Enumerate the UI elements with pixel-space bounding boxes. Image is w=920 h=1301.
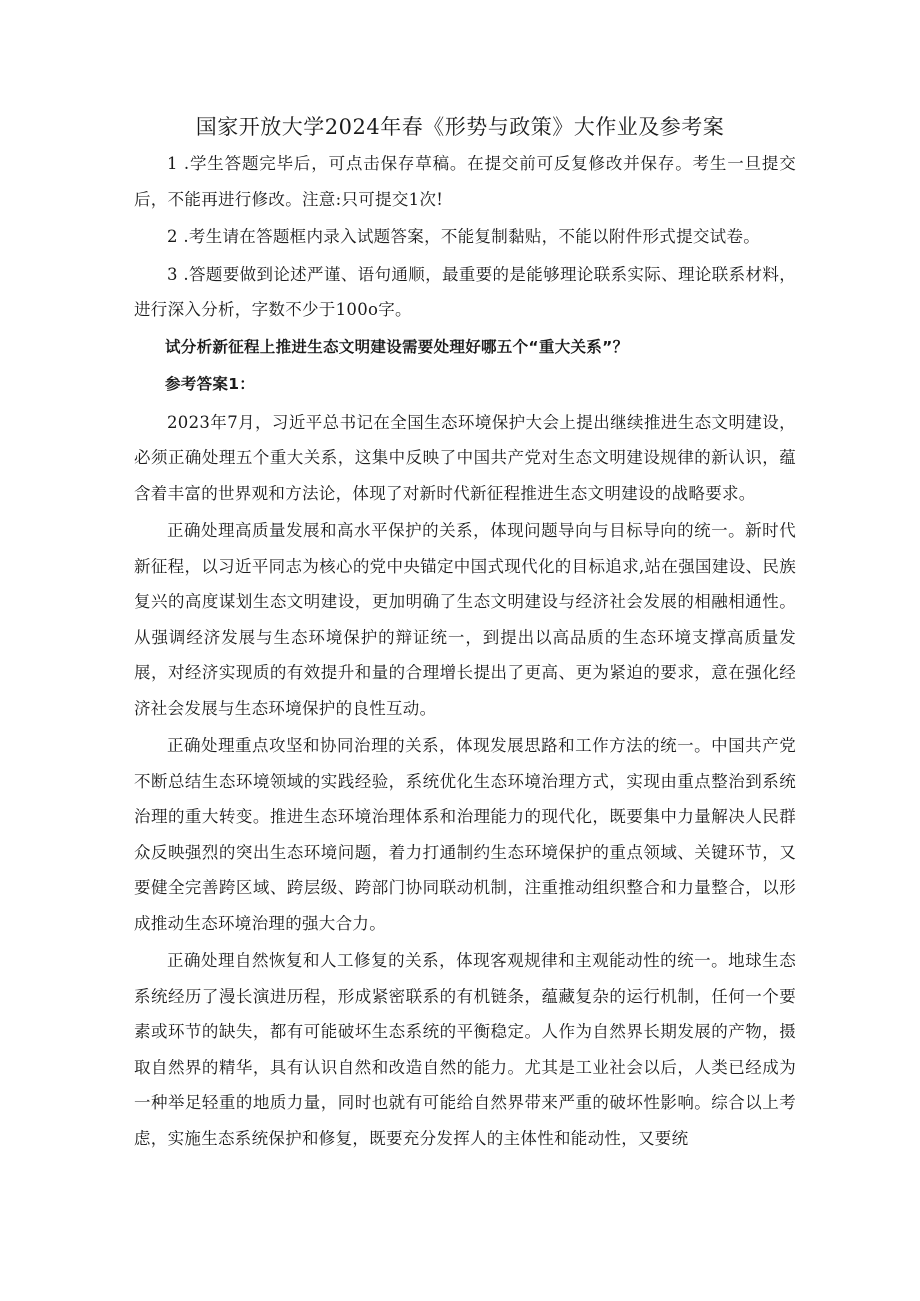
answer-label: 参考答案1： — [165, 375, 256, 393]
answer-paragraph-2: 正确处理高质量发展和高水平保护的关系，体现问题导向与目标导向的统一。新时代新征程，以习近平同志为核心的党中央锚定中国式现代化的目标追求,站在强国建设、民族复兴的高度谋划生态文明建设，更加明确了生态文明建设与经济社会发展的相融相通性。从强调经济发展与生态环境保护的辩证统一，到提出以高品质的生态环境支撑高质量发展，对经济实现质的有效提升和量的合理增长提出了更高、更为紧迫的要求，意在强化经济社会发展与生态环境保护的良性互动。 — [134, 521, 796, 718]
answer-paragraph-3: 正确处理重点攻坚和协同治理的关系，体现发展思路和工作方法的统一。中国共产党不断总结生态环境领域的实践经验，系统优化生态环境治理方式，实现由重点整治到系统治理的重大转变。推进生态环境治理体系和治理能力的现代化，既要集中力量解决人民群众反映强烈的突出生态环境问题，着力打通制约生态环境保护的重点领域、关键环节，又要健全完善跨区域、跨层级、跨部门协同联动机制，注重推动组织整合和力量整合，以形成推动生态环境治理的强大合力。 — [134, 736, 796, 933]
question-heading: 试分析新征程上推进生态文明建设需要处理好哪五个“重大关系”？ — [165, 337, 629, 356]
document-body — [134, 146, 796, 1156]
document-title: 国家开放大学2024年春《形势与政策》大作业及参考案 — [195, 115, 725, 139]
instruction-3: 3 .答题要做到论述严谨、语句通顺，最重要的是能够理论联系实际、理论联系材料，进行深入分析，字数不少于100o字。 — [134, 264, 796, 319]
instruction-2: 2 .考生请在答题框内录入试题答案，不能复制黏贴，不能以附件形式提交试卷。 — [167, 227, 761, 246]
answer-paragraph-4: 正确处理自然恢复和人工修复的关系，体现客观规律和主观能动性的统一。地球生态系统经历了漫长演进历程，形成紧密联系的有机链条，蕴藏复杂的运行机制，任何一个要素或环节的缺失，都有可能破坏生态系统的平衡稳定。人作为自然界长期发展的产物，摄取自然界的精华，具有认识自然和改造自然的能力。尤其是工业社会以后，人类已经成为一种举足轻重的地质力量，同时也就有可能给自然界带来严重的破坏性影响。综合以上考虑，实施生态系统保护和修复，既要充分发挥人的主体性和能动性，又要统 — [134, 951, 796, 1148]
instruction-1: 1 .学生答题完毕后，可点击保存草稿。在提交前可反复修改并保存。考生一旦提交后，不能再进行修改。注意:只可提交1次! — [134, 154, 796, 209]
answer-paragraph-1: 2023年7月，习近平总书记在全国生态环境保护大会上提出继续推进生态文明建设，必须正确处理五个重大关系，这集中反映了中国共产党对生态文明建设规律的新认识，蕴含着丰富的世界观和方法论，体现了对新时代新征程推进生态文明建设的战略要求。 — [134, 412, 796, 503]
